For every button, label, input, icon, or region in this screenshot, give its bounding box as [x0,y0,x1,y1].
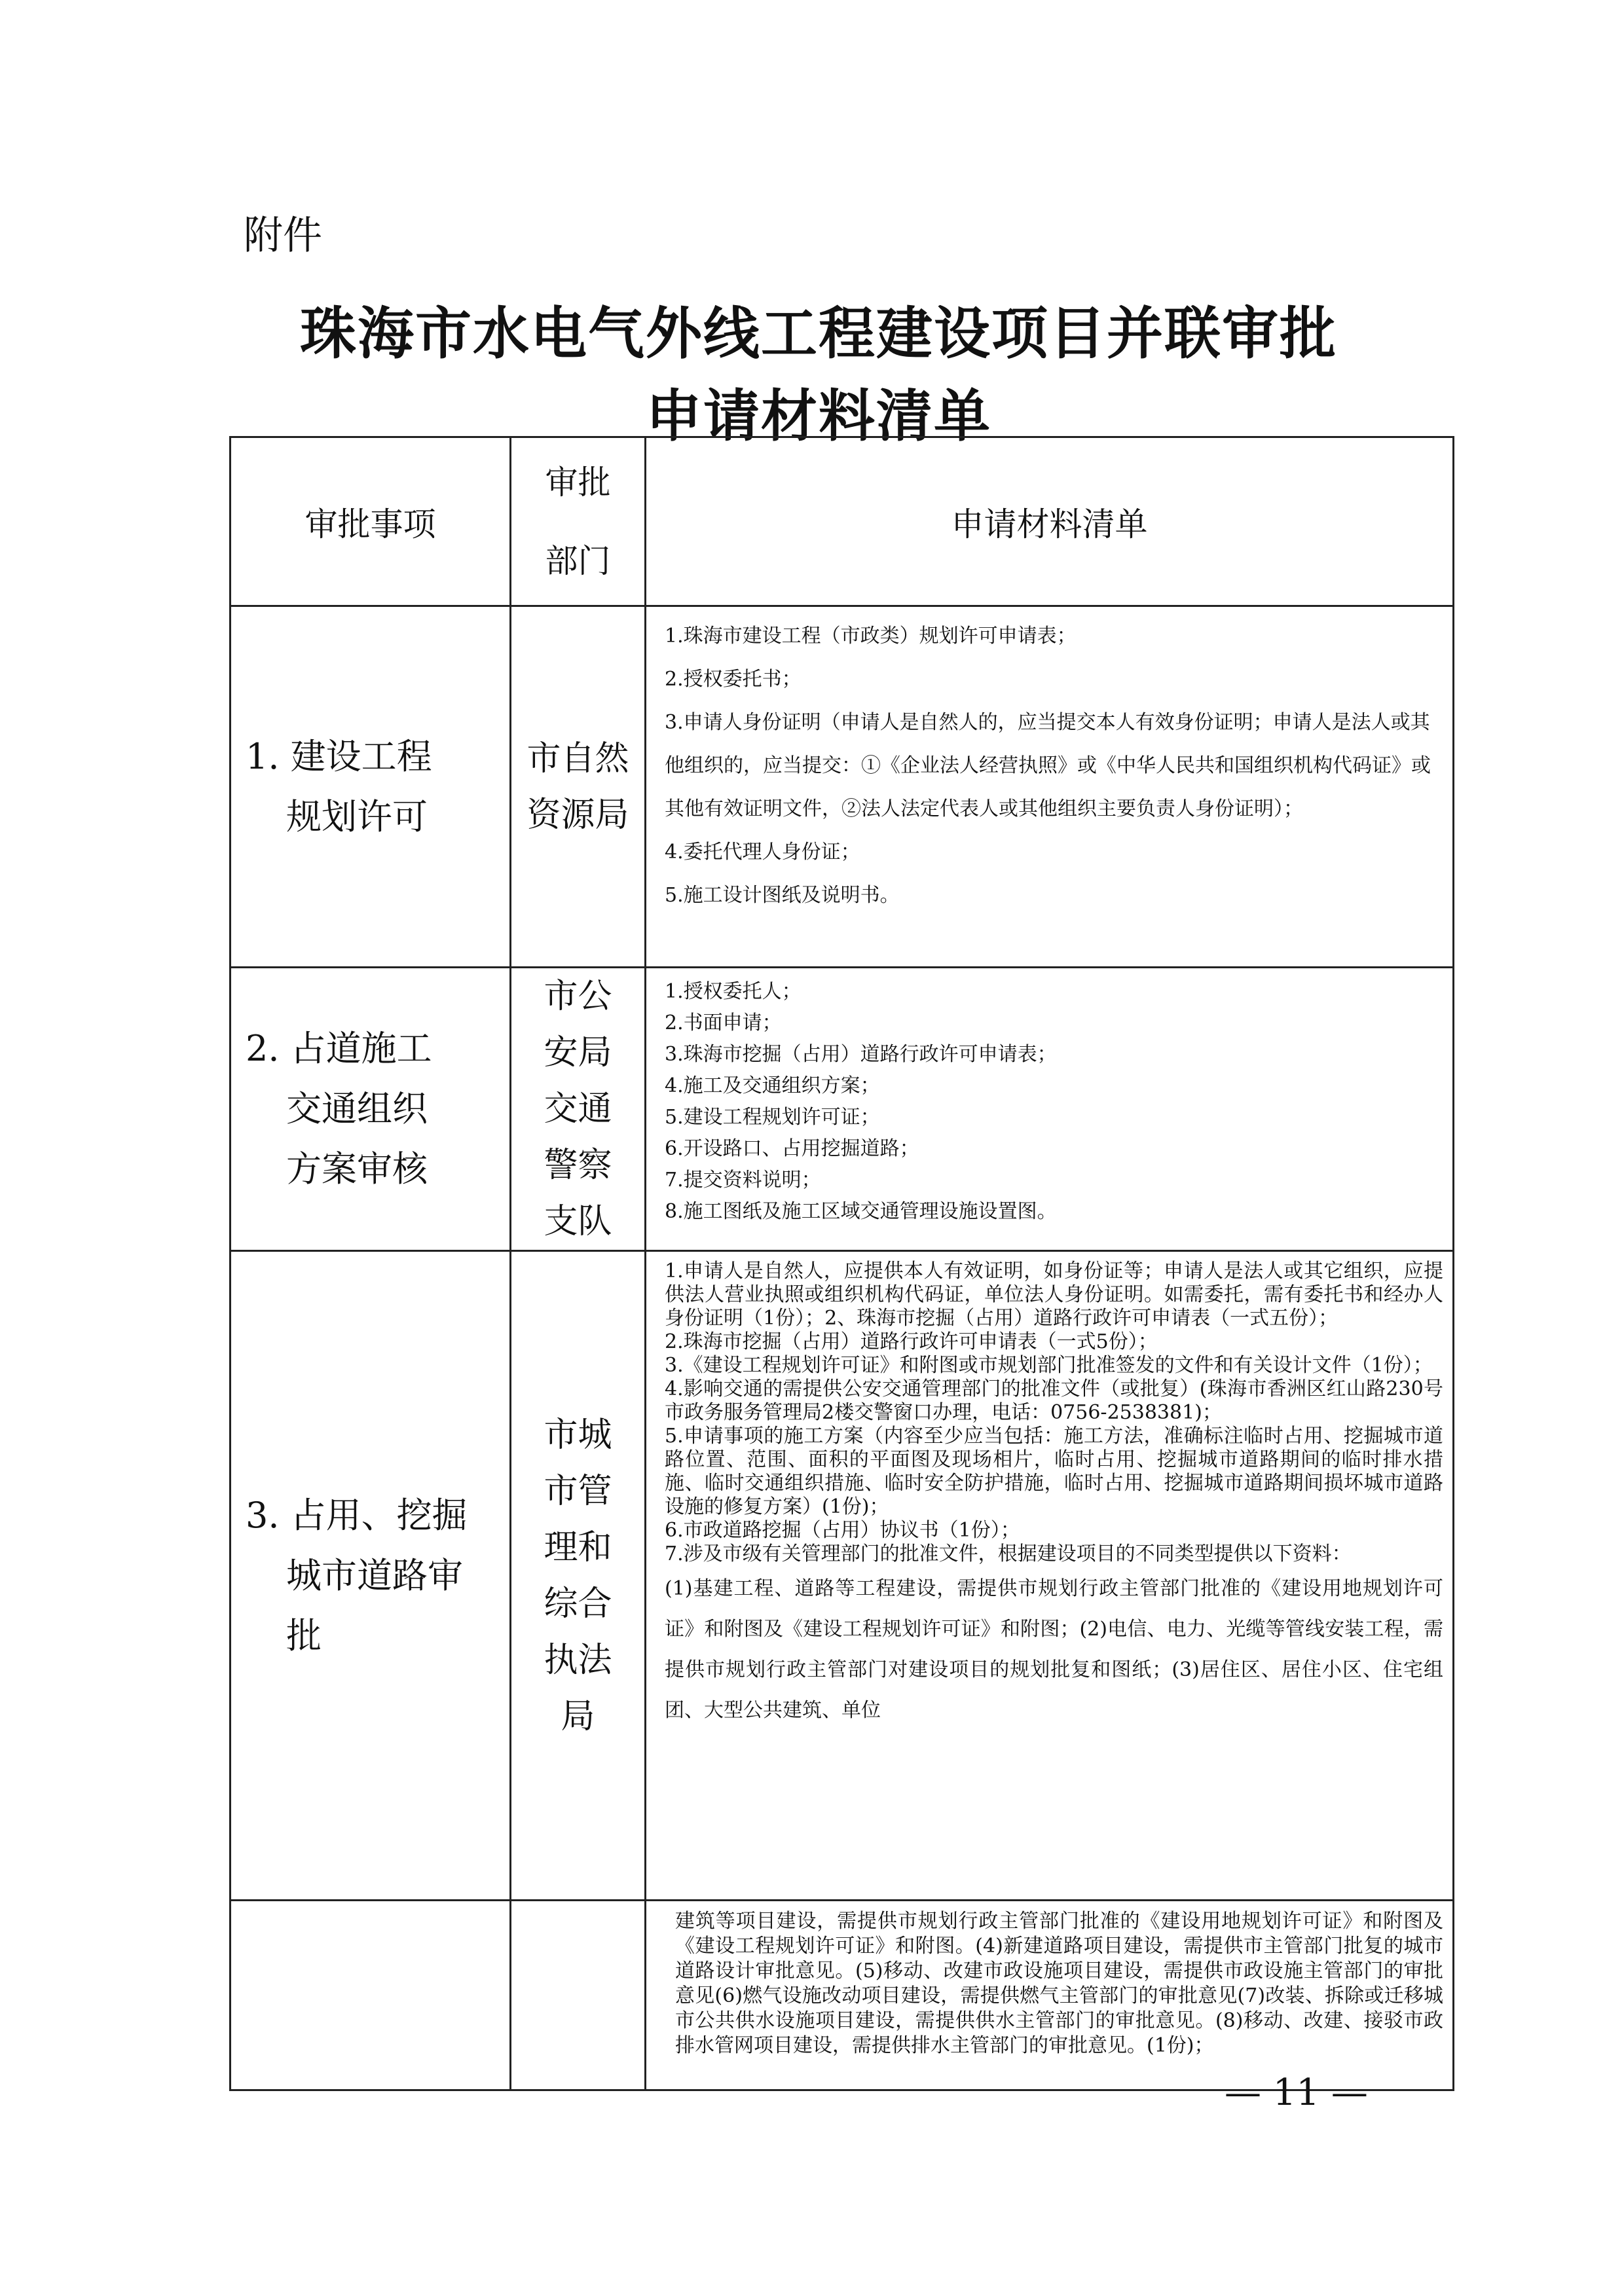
row-item-line: 规划许可 [286,795,428,837]
dept-line: 警察 [544,1146,612,1185]
material-item: 3.《建设工程规划许可证》和附图或市规划部门批准签发的文件和有关设计文件（1份）； [665,1354,1433,1377]
row-item-line: 3. 占用、挖掘 [246,1494,468,1536]
row-item-line: 批 [286,1614,322,1656]
page-number: — 11 — [1225,2071,1368,2114]
table-header-row [231,437,1454,606]
row-item-line: 方案审核 [286,1148,428,1190]
dept-line: 支队 [544,1202,612,1241]
row-dept [511,1251,646,1901]
page-title-line2: 申请材料清单 [646,384,991,449]
material-item: 6.开设路口、占用挖掘道路； [665,1137,919,1160]
row-item [231,1901,511,2090]
table-row [231,606,1454,968]
dept-line: 安局 [544,1033,612,1072]
table-row [231,1251,1454,1901]
material-item: 5.建设工程规划许可证； [665,1106,880,1129]
row-dept [511,968,646,1251]
material-item: 4.委托代理人身份证； [665,841,860,864]
row-item-line: 2. 占道施工 [246,1028,432,1069]
row-materials [646,606,1454,968]
material-item: 1.申请人是自然人，应提供本人有效证明，如身份证等；申请人是法人或其它组织，应提供法人营业执照或组织机构代码证，单位法人身份证明。如需委托，需有委托书和经办人身份证明（1份）；2、珠海市挖掘（占用）道路行政许可申请表（一式五份）； [665,1260,1443,1330]
row-item [231,1251,511,1901]
dept-line: 局 [561,1696,595,1736]
row-item [231,968,511,1251]
row-item-line: 交通组织 [286,1088,428,1129]
table-row [231,1901,1454,2090]
dept-line: 综合 [544,1584,612,1624]
material-item: 5.申请事项的施工方案（内容至少应当包括：施工方法，准确标注临时占用、挖掘城市道路位置、范围、面积的平面图及现场相片，临时占用、挖掘城市道路期间的临时排水措施、临时交通组织措施、临时安全防护措施，临时占用、挖掘城市道路期间损坏城市道路设施的修复方案）(1份)； [665,1425,1443,1518]
material-item: 8.施工图纸及施工区域交通管理设施设置图。 [665,1200,1057,1223]
row-item-line: 1. 建设工程 [246,735,432,777]
dept-line: 资源局 [526,795,629,835]
materials-table [229,436,1454,2091]
material-item: 4.施工及交通组织方案； [665,1074,880,1097]
material-item: 7.涉及市级有关管理部门的批准文件，根据建设项目的不同类型提供以下资料： [665,1542,1352,1565]
material-item: 3.申请人身份证明（申请人是自然人的，应当提交本人有效身份证明；申请人是法人或其他组织的，应当提交：①《企业法人经营执照》或《中华人民共和国组织机构代码证》或其他有效证明文件，②法人法定代表人或其他组织主要负责人身份证明）； [665,711,1431,820]
header-dept-line1: 审批 [545,463,611,501]
attachment-label: 附件 [244,213,322,259]
dept-line: 市自然 [526,738,629,778]
row-dept [511,1901,646,2090]
dept-line: 市管 [544,1471,612,1511]
material-item: 1.珠海市建设工程（市政类）规划许可申请表； [665,625,1077,647]
dept-line: 市公 [544,977,612,1016]
row-item-line: 城市道路审 [286,1554,463,1596]
header-dept [511,437,646,606]
material-item: 7.提交资料说明； [665,1169,821,1192]
dept-line: 交通 [544,1089,612,1129]
material-item: (1)基建工程、道路等工程建设，需提供市规划行政主管部门批准的《建设用地规划许可证》和附图及《建设工程规划许可证》和附图；(2)电信、电力、光缆等管线安装工程，需提供市规划行政主管部门对建设项目的规划批复和图纸；(3)居住区、居住小区、住宅组团、大型公共建筑、单位 [665,1577,1443,1722]
dept-line: 理和 [544,1527,612,1567]
row-materials [646,968,1454,1251]
material-item: 3.珠海市挖掘（占用）道路行政许可申请表； [665,1043,1057,1066]
material-item: 1.授权委托人； [665,980,802,1003]
table-row [231,968,1454,1251]
row-materials [646,1251,1454,1901]
row-dept [511,606,646,968]
material-item: 6.市政道路挖掘（占用）协议书（1份）； [665,1519,1020,1542]
material-item: 4.影响交通的需提供公安交通管理部门的批准文件（或批复）(珠海市香洲区红山路230号市政务服务管理局2楼交警窗口办理，电话：0756-2538381)； [665,1377,1443,1424]
material-item: 建筑等项目建设，需提供市规划行政主管部门批准的《建设用地规划许可证》和附图及《建设工程规划许可证》和附图。(4)新建道路项目建设，需提供市主管部门批复的城市道路设计审批意见。(5)移动、改建市政设施项目建设，需提供市政设施主管部门的审批意见(6)燃气设施改动项目建设，需提供燃气主管部门的审批意见(7)改装、拆除或迁移城市公共供水设施项目建设，需提供供水主管部门的审批意见。(8)移动、改建、接驳市政排水管网项目建设，需提供排水主管部门的审批意见。(1份)； [675,1910,1443,2057]
material-item: 5.施工设计图纸及说明书。 [665,884,900,907]
dept-line: 执法 [544,1640,612,1680]
header-item: 审批事项 [231,437,511,606]
row-item [231,606,511,968]
dept-line: 市城 [544,1415,612,1455]
header-materials: 申请材料清单 [646,437,1454,606]
header-dept-line2: 部门 [545,541,611,580]
page-title-line1: 珠海市水电气外线工程建设项目并联审批 [300,301,1337,367]
material-item: 2.授权委托书； [665,668,802,691]
material-item: 2.珠海市挖掘（占用）道路行政许可申请表（一式5份）； [665,1330,1158,1353]
row-materials [646,1901,1454,2090]
material-item: 2.书面申请； [665,1011,782,1034]
